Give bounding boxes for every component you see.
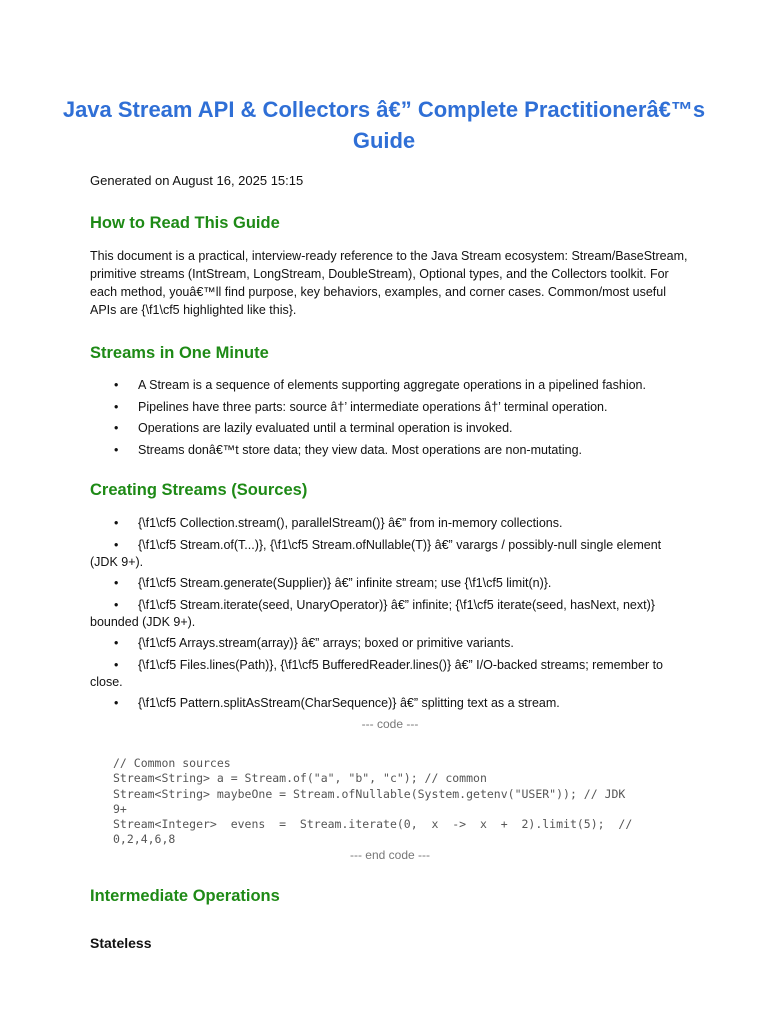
heading-streams-one-minute: Streams in One Minute <box>90 344 269 362</box>
list-item: • {\f1\cf5 Stream.of(T...)}, {\f1\cf5 Stream.ofNullable(T)} â€” varargs / possibly-null single element (JDK 9+). <box>90 537 690 571</box>
sources-bullet-list <box>90 515 690 717</box>
heading-how-to-read: How to Read This Guide <box>90 214 280 232</box>
list-item: • {\f1\cf5 Stream.iterate(seed, UnaryOperator)} â€” infinite; {\f1\cf5 iterate(seed, hasNext, next)} bounded (JDK 9+). <box>90 597 690 631</box>
heading-creating-streams: Creating Streams (Sources) <box>90 481 308 499</box>
generated-timestamp: Generated on August 16, 2025 15:15 <box>90 173 304 188</box>
code-end-marker: --- end code --- <box>349 848 431 862</box>
minute-bullet-list <box>90 377 690 463</box>
list-item: • {\f1\cf5 Pattern.splitAsStream(CharSequence)} â€” splitting text as a stream. <box>90 695 690 712</box>
list-item: • {\f1\cf5 Files.lines(Path)}, {\f1\cf5 BufferedReader.lines()} â€” I/O-backed streams; remember to close. <box>90 657 690 691</box>
intro-paragraph: This document is a practical, interview-ready reference to the Java Stream ecosystem: Stream/BaseStream, primitive streams (IntStream, LongStream, DoubleStream), Optional types, and the Collectors toolkit. For each method, youâ€™ll find purpose, key behaviors, examples, and corner cases. Common/most useful APIs are {\f1\cf5 highlighted like this}. <box>90 249 688 317</box>
list-item: • A Stream is a sequence of elements supporting aggregate operations in a pipelined fashion. <box>90 377 690 394</box>
document-title: Java Stream API & Collectors â€” Complete Practitionerâ€™s Guide <box>62 97 706 153</box>
heading-intermediate-operations: Intermediate Operations <box>90 887 280 905</box>
list-item: • {\f1\cf5 Collection.stream(), parallelStream()} â€” from in-memory collections. <box>90 515 690 532</box>
list-item: • {\f1\cf5 Stream.generate(Supplier)} â€” infinite stream; use {\f1\cf5 limit(n)}. <box>90 575 690 592</box>
list-item: • Operations are lazily evaluated until a terminal operation is invoked. <box>90 420 690 437</box>
list-item: • Pipelines have three parts: source â†’ intermediate operations â†’ terminal operation. <box>90 399 690 416</box>
list-item: • Streams donâ€™t store data; they view data. Most operations are non-mutating. <box>90 442 690 459</box>
code-block: // Common sources Stream<String> a = Stream.of("a", "b", "c"); // common Stream<String> maybeOne = Stream.ofNullable(System.getenv("USER")); // JDK 9+ Stream<Integer> evens = Stream.iterate(0, x -> x + 2).limit(5); // 0,2,4,6,8 <box>113 756 633 847</box>
code-start-marker: --- code --- <box>361 717 419 731</box>
list-item: • {\f1\cf5 Arrays.stream(array)} â€” arrays; boxed or primitive variants. <box>90 635 690 652</box>
subheading-stateless: Stateless <box>90 935 152 951</box>
